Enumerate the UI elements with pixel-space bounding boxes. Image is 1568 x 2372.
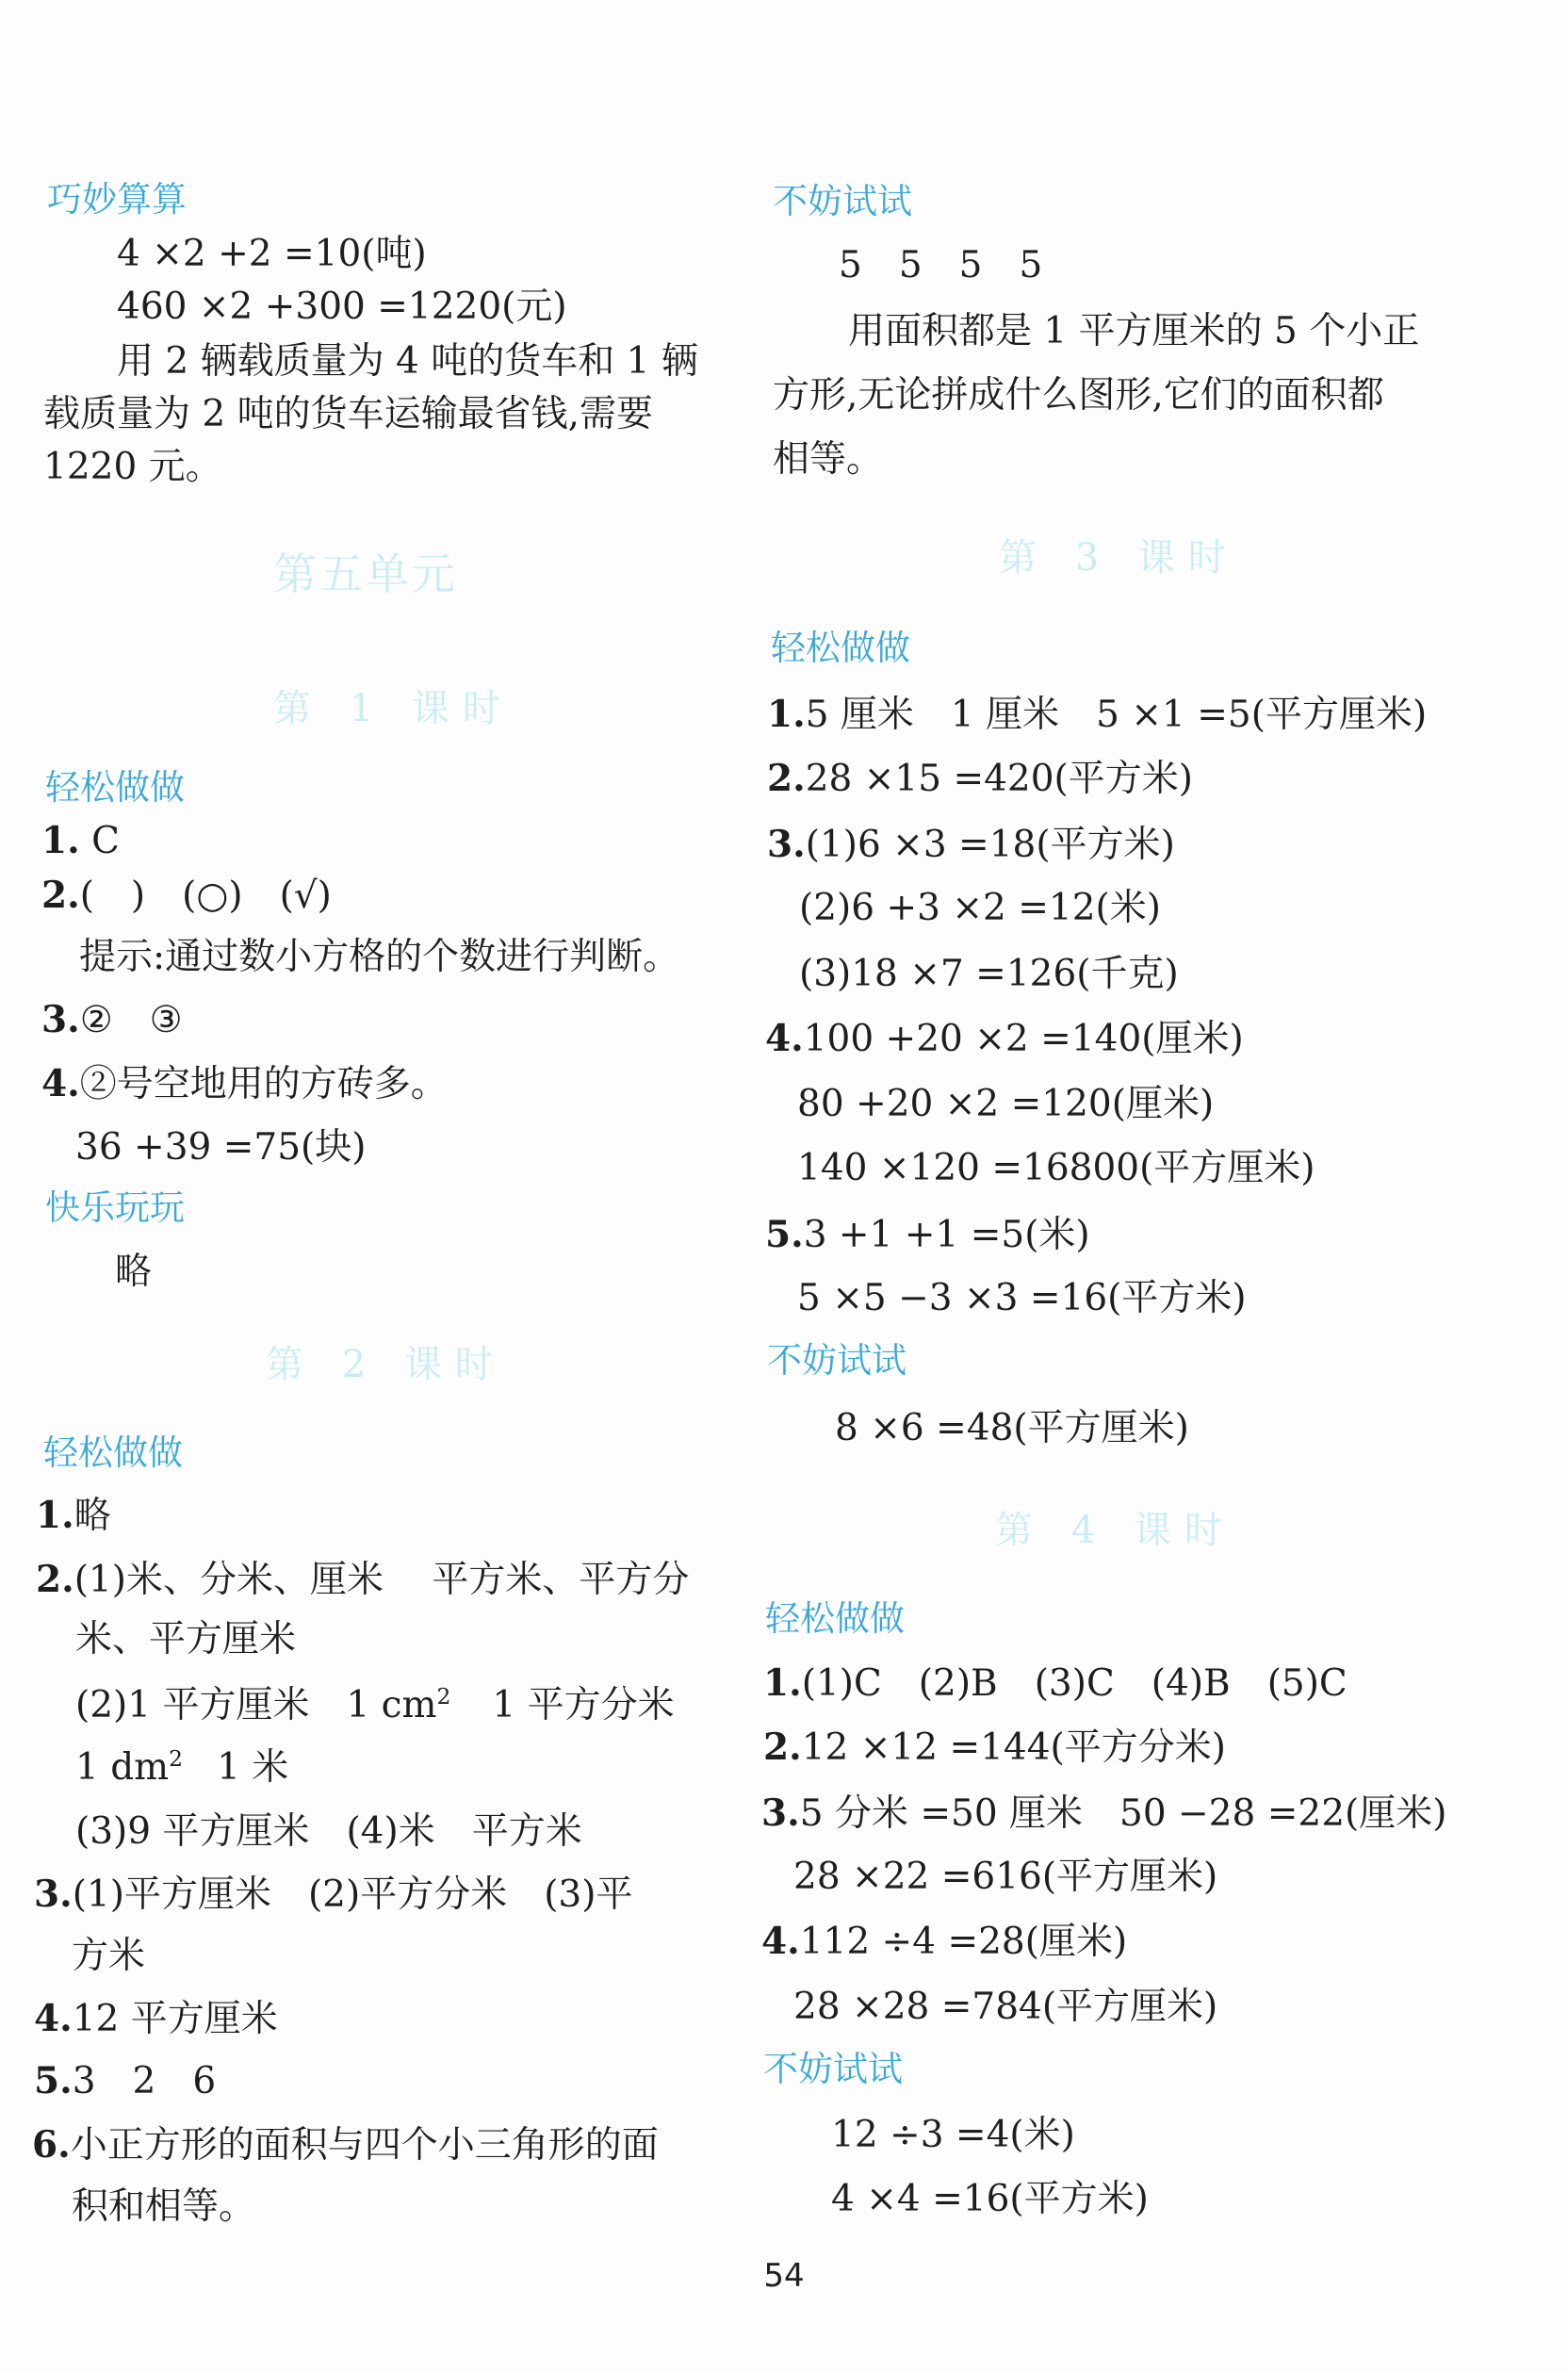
l3-answer-4-part2: 80 +20 ×2 =120(厘米) — [797, 1083, 1215, 1125]
l2-answer-5: 5.3 2 6 — [34, 2059, 217, 2102]
l2-answer-2: 2.(1)米、分米、厘米 平方米、平方分 — [36, 1558, 690, 1601]
l2-answer-6-cont: 积和相等。 — [72, 2185, 256, 2228]
l3-answer-3-part2: (2)6 +3 ×2 =12(米) — [799, 887, 1161, 929]
section-heading-kllw: 快乐玩玩 — [45, 1187, 185, 1228]
kllw-answer: 略 — [115, 1251, 153, 1293]
l4-answer-2: 2.12 ×12 =144(平方分米) — [763, 1726, 1226, 1769]
superscript-2: 2 — [169, 1745, 184, 1772]
l2-answer-3-cont: 方米 — [72, 1935, 146, 1977]
l3-answer-3: 3.(1)6 ×3 =18(平方米) — [767, 823, 1175, 866]
l4-bfss-line-2: 4 ×4 =16(平方米) — [831, 2178, 1149, 2220]
qmss-line-1: 4 ×2 +2 =10(吨) — [117, 233, 427, 275]
section-heading-l4-qsz: 轻松做做 — [765, 1598, 905, 1639]
bfss-1-line-4: 相等。 — [773, 438, 884, 481]
section-heading-bfss-1: 不妨试试 — [773, 181, 912, 221]
lesson-1-title: 第 1 课时 — [273, 687, 514, 730]
lesson-3-title: 第 3 课时 — [999, 536, 1239, 580]
l2-answer-2-cont: 米、平方厘米 — [75, 1618, 297, 1660]
l3-answer-5: 5.3 +1 +1 =5(米) — [765, 1213, 1090, 1256]
section-heading-l4-bfss: 不妨试试 — [763, 2049, 903, 2089]
l3-answer-5-part2: 5 ×5 −3 ×3 =16(平方米) — [797, 1277, 1247, 1319]
bfss-1-line-3: 方形,无论拼成什么图形,它们的面积都 — [773, 374, 1384, 417]
section-heading-qmss: 巧妙算算 — [47, 179, 187, 220]
l2-answer-2-part2-cont: 1 $dm^2$ 1 米 — [75, 1745, 289, 1789]
l4-answer-3: 3.5 分米 =50 厘米 50 −28 =22(厘米) — [761, 1791, 1447, 1835]
l1-answer-2-hint: 提示:通过数小方格的个数进行判断。 — [79, 936, 680, 978]
section-heading-l2-qsz: 轻松做做 — [43, 1432, 183, 1473]
l1-answer-4-calc: 36 +39 =75(块) — [75, 1126, 367, 1169]
l2-answer-1: 1.略 — [36, 1494, 111, 1537]
l3-answer-3-part3: (3)18 ×7 =126(千克) — [799, 953, 1179, 995]
lesson-4-title: 第 4 课时 — [995, 1509, 1235, 1552]
l4-answer-4-part2: 28 ×28 =784(平方厘米) — [793, 1986, 1218, 2028]
l3-bfss-answer: 8 ×6 =48(平方厘米) — [835, 1407, 1189, 1449]
bfss-1-line-2: 用面积都是 1 平方厘米的 5 个小正 — [848, 310, 1420, 352]
qmss-line-2: 460 ×2 +300 =1220(元) — [117, 286, 567, 328]
l4-bfss-line-1: 12 ÷3 =4(米) — [831, 2114, 1075, 2156]
right-column — [744, 0, 1568, 2372]
qmss-line-3: 用 2 辆载质量为 4 吨的货车和 1 辆 — [117, 340, 698, 383]
page-number: 54 — [763, 2257, 805, 2295]
qmss-line-5: 1220 元。 — [43, 446, 222, 488]
superscript-2: 2 — [436, 1683, 451, 1709]
l3-answer-4: 4.100 +20 ×2 =140(厘米) — [765, 1017, 1244, 1060]
unit-title: 第五单元 — [273, 548, 458, 599]
bfss-1-line-1: 5 5 5 5 — [839, 244, 1043, 286]
l1-answer-3: 3.② ③ — [41, 998, 183, 1041]
l3-answer-4-part3: 140 ×120 =16800(平方厘米) — [797, 1147, 1315, 1189]
l3-answer-2: 2.28 ×15 =420(平方米) — [767, 757, 1193, 800]
qmss-line-4: 载质量为 2 吨的货车运输最省钱,需要 — [43, 393, 654, 435]
l2-answer-6: 6.小正方形的面积与四个小三角形的面 — [32, 2123, 659, 2167]
l2-answer-4: 4.12 平方厘米 — [34, 1997, 278, 2040]
left-column — [0, 0, 754, 2372]
section-heading-l3-bfss: 不妨试试 — [767, 1340, 906, 1381]
section-heading-l1-qsz: 轻松做做 — [45, 767, 185, 808]
section-heading-l3-qsz: 轻松做做 — [771, 628, 910, 668]
lesson-2-title: 第 2 课时 — [266, 1343, 506, 1386]
l4-answer-4: 4.112 ÷4 =28(厘米) — [761, 1920, 1128, 1963]
l1-answer-2: 2.( ) (○) (√) — [41, 874, 332, 917]
l2-answer-3: 3.(1)平方厘米 (2)平方分米 (3)平 — [34, 1873, 633, 1916]
l1-answer-1: 1. C — [41, 819, 120, 862]
l2-answer-2-part2: (2)1 平方厘米 1 $cm^2$ 1 平方分米 — [75, 1683, 675, 1726]
l2-answer-2-part3: (3)9 平方厘米 (4)米 平方米 — [75, 1810, 582, 1853]
l4-answer-3-part2: 28 ×22 =616(平方厘米) — [793, 1856, 1218, 1898]
l1-answer-4: 4.②号空地用的方砖多。 — [41, 1062, 448, 1105]
l4-answer-1: 1.(1)C (2)B (3)C (4)B (5)C — [763, 1661, 1348, 1705]
l3-answer-1: 1.5 厘米 1 厘米 5 ×1 =5(平方厘米) — [767, 693, 1428, 736]
